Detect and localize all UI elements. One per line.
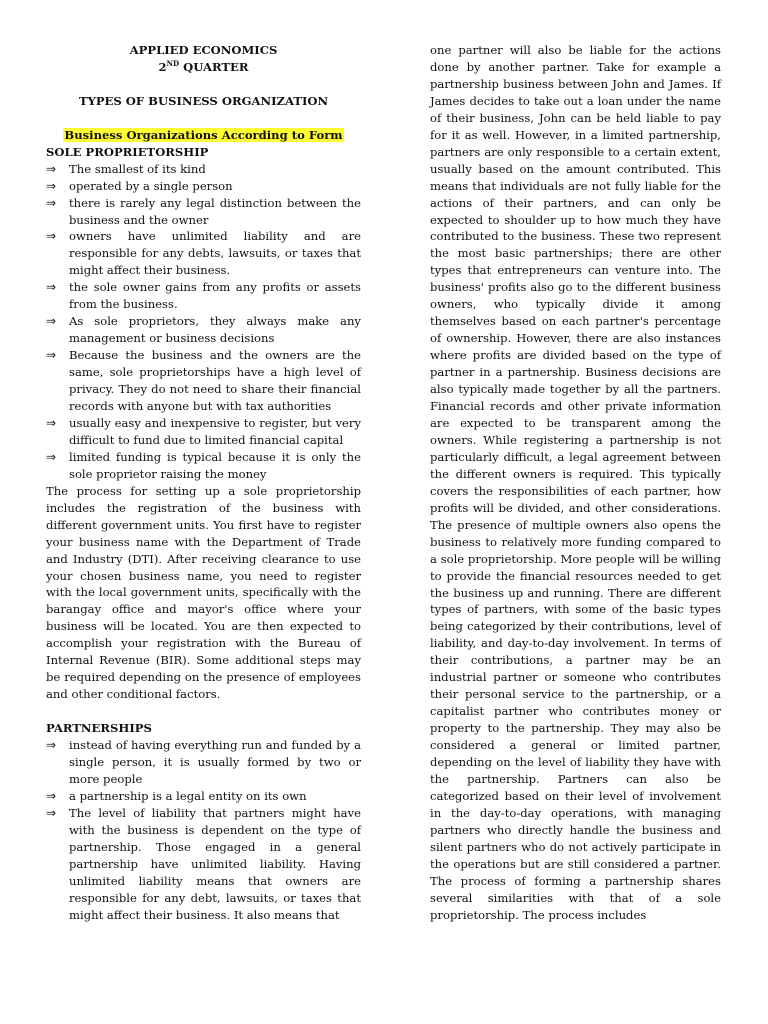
section-heading-wrap xyxy=(46,127,361,144)
left-column xyxy=(46,42,361,924)
right-column xyxy=(430,42,721,924)
sole-proprietorship-bullet xyxy=(46,313,361,347)
sole-proprietorship-bullet xyxy=(46,279,361,313)
double-arrow-bullet-icon: ⇒ xyxy=(46,280,57,295)
list-item-text: a partnership is a legal entity on its own xyxy=(69,788,307,803)
sole-proprietorship-bullet xyxy=(46,415,361,449)
section-heading: Business Organizations According to Form xyxy=(64,127,343,142)
partnerships-list xyxy=(46,737,361,923)
list-item-text: The smallest of its kind xyxy=(69,161,206,176)
list-item-text: instead of having everything run and funded by a single person, it is usually formed by two or more people xyxy=(69,738,361,786)
sole-proprietorship-bullet xyxy=(46,449,361,483)
double-arrow-bullet-icon: ⇒ xyxy=(46,348,57,363)
double-arrow-bullet-icon: ⇒ xyxy=(46,738,57,753)
partnerships-bullet xyxy=(46,737,361,788)
double-arrow-bullet-icon: ⇒ xyxy=(46,229,57,244)
partnerships-heading: PARTNERSHIPS xyxy=(46,721,152,736)
double-arrow-bullet-icon: ⇒ xyxy=(46,195,57,210)
list-item-text: the sole owner gains from any profits or assets from the business. xyxy=(69,280,361,312)
sole-proprietorship-list xyxy=(46,161,361,483)
sole-proprietorship-bullet xyxy=(46,228,361,279)
double-arrow-bullet-icon: ⇒ xyxy=(46,415,57,430)
right-column-text: one partner will also be liable for the actions done by another partner. Take for example a partnership business between John and James. If James decides to take out a loan under the name of their business, John can be held liable to pay for it as well. However, in a limited partnership, partners are only responsible to a certain extent, usually based on the amount contributed. This means that individuals are not fully liable for the actions of their partners, and can only be expected to shoulder up to how much they have contributed to the business. These two represent the most basic partnerships; there are other types that entrepreneurs can venture into. The business' profits also go to the different business owners, who typically divide it among themselves based on each partner's percentage of ownership. However, there are also instances where profits are divided based on the type of partner in a partnership. Business decisions are also typically made together by all the partners. Financial records and other private information are expected to be transparent among the owners. While registering a partnership is not particularly difficult, a legal agreement between the different owners is required. This typically covers the responsibilities of each partner, how profits will be divided, and other considerations. The presence of multiple owners also opens the business to relatively more funding compared to a sole proprietorship. More people will be willing to provide the financial resources needed to get the business up and running. There are different types of partners, with some of the basic types being categorized by their contributions, level of liability, and day-to-day involvement. In terms of their contributions, a partner may be an industrial partner or someone who contributes their personal service to the partnership, or a capitalist partner who contributes money or property to the partnership. They may also be considered a general or limited partner, depending on the level of liability they have with the partnership. Partners can also be categorized based on their level of involvement in the day-to-day operations, with managing partners who directly handle the business and silent partners who do not actively participate in the operations but are still considered a partner. The process of forming a partnership shares several similarities with that of a sole proprietorship. The process includes xyxy=(430,43,721,922)
list-item-text: usually easy and inexpensive to register, but very difficult to fund due to limited financial capital xyxy=(69,415,361,447)
sole-proprietorship-bullet xyxy=(46,347,361,415)
double-arrow-bullet-icon: ⇒ xyxy=(46,788,57,803)
sole-proprietorship-bullet xyxy=(46,178,361,195)
double-arrow-bullet-icon: ⇒ xyxy=(46,314,57,329)
list-item-text: Because the business and the owners are the same, sole proprietorships have a high level of privacy. They do not need to share their financial records with anyone but with tax authorities xyxy=(69,348,361,413)
partnerships-bullet xyxy=(46,805,361,924)
list-item-text: limited funding is typical because it is only the sole proprietor raising the money xyxy=(69,449,361,481)
list-item-text: there is rarely any legal distinction between the business and the owner xyxy=(69,195,361,227)
partnerships-bullet xyxy=(46,788,361,805)
double-arrow-bullet-icon: ⇒ xyxy=(46,805,57,820)
document-title: TYPES OF BUSINESS ORGANIZATION xyxy=(78,93,329,108)
double-arrow-bullet-icon: ⇒ xyxy=(46,178,57,193)
list-item-text: The level of liability that partners might have with the business is dependent on the type of partnership. Those engaged in a general partnership have unlimited liability. Having unlimited liability means that owners are responsible for any debt, lawsuits, or taxes that might affect their business. It also means that xyxy=(69,805,361,922)
quarter-superscript: ND xyxy=(166,59,180,69)
list-item-text: owners have unlimited liability and are responsible for any debts, lawsuits, or taxes that might affect their business. xyxy=(69,229,361,278)
double-arrow-bullet-icon: ⇒ xyxy=(46,161,57,176)
sole-proprietorship-bullet xyxy=(46,161,361,178)
double-arrow-bullet-icon: ⇒ xyxy=(46,449,57,464)
subject-title: APPLIED ECONOMICS xyxy=(129,43,278,57)
list-item-text: operated by a single person xyxy=(69,178,233,193)
sole-proprietorship-paragraph: The process for setting up a sole proprietorship includes the registration of the business with different government units. You first have to register your business name with the Department of Trade and Industry (DTI). After receiving clearance to use your chosen business name, you need to register with the local government units, specifically with the barangay office and mayor's office where your business will be located. You are then expected to accomplish your registration with the Bureau of Internal Revenue (BIR). Some additional steps may be required depending on the presence of employees and other conditional factors. xyxy=(46,483,361,702)
quarter-title xyxy=(46,59,361,76)
list-item-text: As sole proprietors, they always make any management or business decisions xyxy=(69,314,361,346)
quarter-number: 2 xyxy=(158,59,167,74)
sole-proprietorship-bullet xyxy=(46,195,361,229)
quarter-word: QUARTER xyxy=(183,59,249,74)
sole-proprietorship-heading: SOLE PROPRIETORSHIP xyxy=(46,144,209,159)
